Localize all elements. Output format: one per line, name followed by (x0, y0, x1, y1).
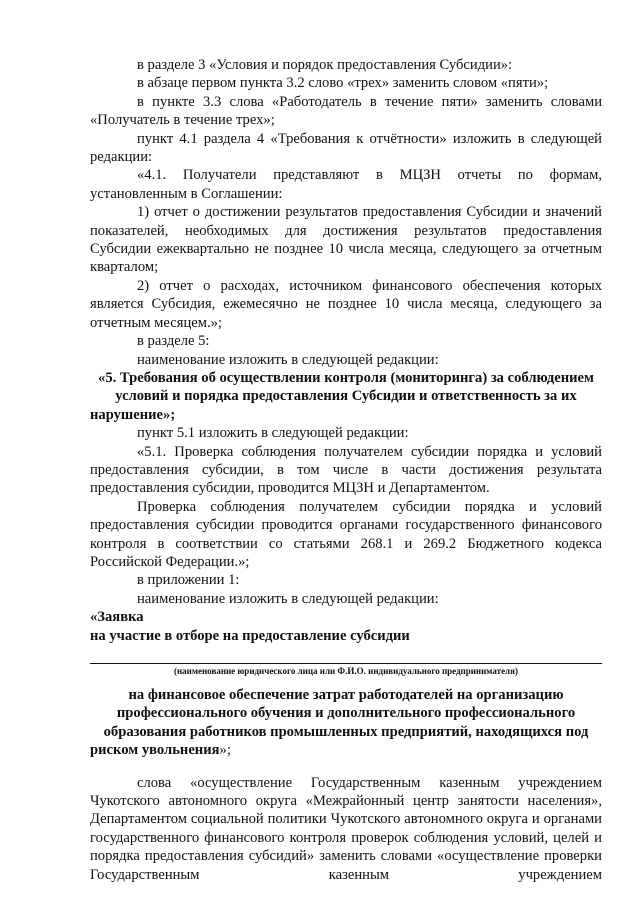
paragraph: в разделе 5: (137, 333, 210, 350)
paragraph: в приложении 1: (137, 572, 240, 589)
signature-line (90, 663, 602, 664)
paragraph: «4.1. Получатели представляют в МЦЗН отчеты по формам, установленным в Соглашении: (90, 167, 602, 202)
paragraph: 2) отчет о расходах, источником финансового обеспечения которых является Субсидия, ежемесячно не позднее 10 числа месяца, следующего за отчетным месяцем.»; (90, 277, 602, 331)
paragraph: наименование изложить в следующей редакции: (137, 351, 439, 368)
paragraph: пункт 5.1 изложить в следующей редакции: (137, 425, 409, 442)
paragraph: пункт 4.1 раздела 4 «Требования к отчётности» изложить в следующей редакции: (90, 130, 602, 166)
paragraph: наименование изложить в следующей редакции: (137, 590, 439, 607)
application-purpose-text: на финансовое обеспечение затрат работодателей на организацию профессионального обучения и дополнительного профессионального образования работников промышленных предприятий, находящихся под риском увольнения (90, 687, 589, 759)
application-purpose-tail: »; (219, 742, 231, 759)
paragraph: «5.1. Проверка соблюдения получателем субсидии порядка и условий предоставления субсидии, в том числе в части достижения результата предоставления субсидии, проводится МЦЗН и Департаментом. (90, 443, 602, 497)
signature-caption: (наименование юридического лица или Ф.И.О. индивидуального предпринимателя) (174, 666, 518, 676)
paragraph: в пункте 3.3 слова «Работодатель в течение пяти» заменить словами «Получатель в течение трех»; (90, 93, 602, 129)
final-paragraph: слова «осуществление Государственным казенным учреждением Чукотского автономного округа «Межрайонный центр занятости населения», Департаментом социальной политики Чукотского автономного округа и органами государственного финансового контроля проверок соблюдения условий, целей и порядка предоставления субсидий» заменить словами «осуществление проверки Государственным казенным учреждением (90, 774, 602, 883)
paragraph: в разделе 3 «Условия и порядок предоставления Субсидии»: (137, 57, 513, 73)
application-subtitle: на участие в отборе на предоставление субсидии (90, 627, 410, 644)
paragraph: 1) отчет о достижении результатов предоставления Субсидии и значений показателей, необходимых для достижения результатов предоставления Субсидии ежеквартально не позднее 10 числа месяца, следующего за отчетным кварталом; (90, 204, 602, 276)
application-title: «Заявка (90, 609, 144, 626)
application-purpose (90, 686, 602, 760)
paragraph: Проверка соблюдения получателем субсидии порядка и условий предоставления субсидии проводится органами государственного финансового контроля в соответствии со статьями 268.1 и 269.2 Бюджетного кодекса Российской Федерации.»; (90, 498, 602, 570)
document-page (90, 56, 602, 884)
paragraph: в абзаце первом пункта 3.2 слово «трех» заменить словом «пяти»; (137, 75, 549, 92)
section5-heading: «5. Требования об осуществлении контроля (мониторинга) за соблюдением условий и порядка предоставления Субсидии и ответственность за их нарушение»; (90, 369, 594, 423)
